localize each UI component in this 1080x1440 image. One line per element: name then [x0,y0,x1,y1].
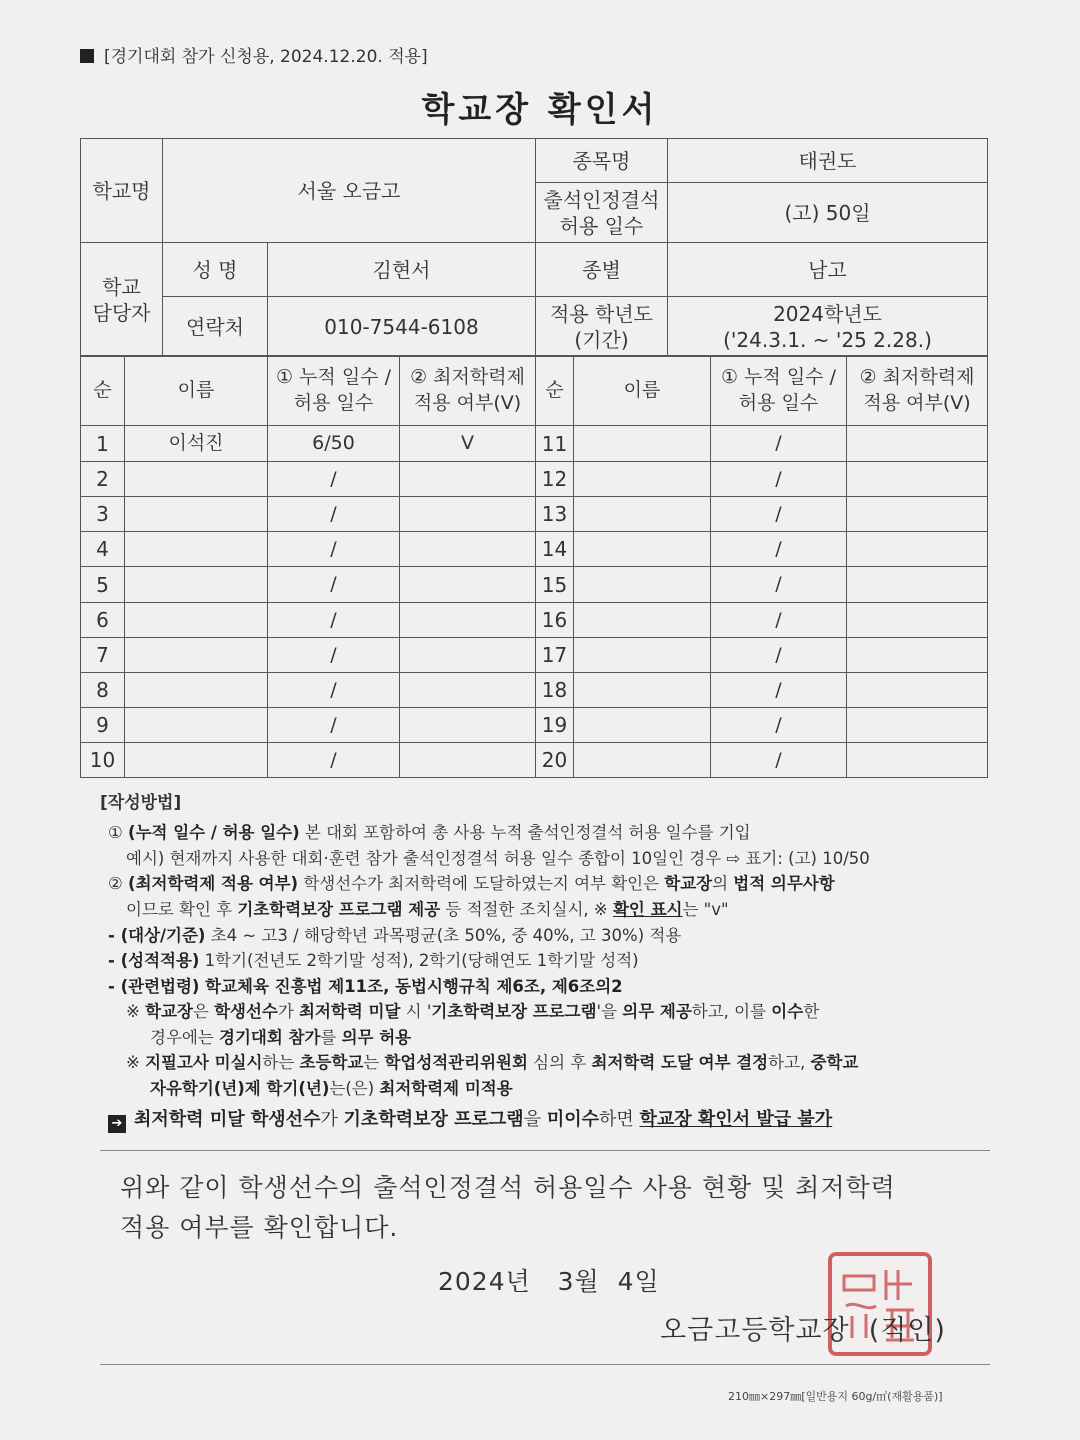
school-info-table [80,138,988,357]
principal-signature: 오금고등학교장 (직인) [660,1315,946,1346]
minimum-check [847,532,988,567]
absence-label-line2: 허용 일수 [559,213,644,238]
instructions-heading: [작성방법] [100,793,182,813]
manager-label [81,243,163,357]
manager-label-line2: 담당자 [92,300,151,325]
school-year-value-line2: ('24.3.1. ~ '25 2.28.) [723,327,932,352]
l8-c: 은 [192,1002,215,1022]
instruction-line-11 [100,1076,995,1102]
col-minimum-right-line1: ② 최저학력제 [859,365,975,388]
row-number: 1 [81,426,125,462]
minimum-check [400,462,536,497]
cumulative-days: / [268,743,400,778]
table-row [81,462,988,497]
table-row [81,638,988,673]
gender-label: 종별 [536,243,668,297]
instruction-line-5-bold: - (대상/기준) [108,925,206,945]
minimum-check [847,743,988,778]
cumulative-days: / [268,567,400,603]
final-d: 을 [523,1108,547,1130]
minimum-check [400,638,536,673]
instruction-line-4-text-c: 등 적절한 조치실시, ※ [440,900,613,920]
minimum-check [400,532,536,567]
minimum-check [847,673,988,708]
minimum-check [847,603,988,638]
instruction-line-7 [100,974,995,1000]
col-minimum-right [847,356,988,426]
student-name [125,497,268,532]
cumulative-days: / [711,743,847,778]
cumulative-days: / [268,497,400,532]
manager-name-label: 성 명 [163,243,268,297]
minimum-check: V [400,426,536,462]
col-days-right [711,356,847,426]
absence-allowance-value: (고) 50일 [668,183,988,243]
student-name [125,743,268,778]
cumulative-days: / [711,462,847,497]
row-number: 20 [536,743,574,778]
table-row [81,497,988,532]
minimum-check [400,567,536,603]
minimum-check [847,497,988,532]
cumulative-days: / [268,532,400,567]
instruction-line-6 [100,948,995,974]
instruction-line-3 [100,871,995,897]
l9-a: 경우에는 [150,1027,220,1047]
row-number: 5 [81,567,125,603]
minimum-check [400,497,536,532]
col-no-right: 순 [536,356,574,426]
l10-b: 지필고사 미실시 [145,1053,263,1073]
minimum-check [847,426,988,462]
row-number: 13 [536,497,574,532]
minimum-check [847,462,988,497]
minimum-check [847,638,988,673]
final-b: 가 [320,1108,344,1130]
instruction-line-4 [100,897,995,923]
l8-l: 이수 [771,1002,804,1022]
instruction-line-5-text: 초4 ~ 고3 / 해당학년 과목평균(초 50%, 중 40%, 고 30%) 적용 [205,925,682,945]
l9-b: 경기대회 참가 [219,1027,321,1047]
row-number: 8 [81,673,125,708]
instruction-line-4-text-e: 는 "v" [682,900,729,920]
cumulative-days: / [268,638,400,673]
confirmation-statement [120,1168,1000,1248]
l8-b: 학교장 [145,1002,193,1022]
cumulative-days: / [711,567,847,603]
school-year-value-line1: 2024학년도 [773,301,882,326]
table-row [81,743,988,778]
student-name [574,567,711,603]
student-name [125,638,268,673]
row-number: 14 [536,532,574,567]
student-name [574,638,711,673]
l11-b: 는(은) [329,1078,380,1098]
instruction-line-7-bold: - (관련법령) 학교체육 진흥법 제11조, 동법시행규칙 제6조, 제6조의2 [108,976,623,996]
instruction-line-1 [100,820,995,846]
circled-two-mark: ② [108,874,123,894]
l10-d: 초등학교 [299,1053,364,1073]
student-name [574,426,711,462]
instruction-line-5 [100,923,995,949]
school-year-value [668,297,988,357]
instruction-line-1-text: 본 대회 포함하여 총 사용 누적 출석인정결석 허용 일수를 기입 [299,823,751,843]
instruction-line-3-bold: (최저학력제 적용 여부) [128,874,299,894]
student-list-table [80,355,988,778]
gender-value: 남고 [668,243,988,297]
cumulative-days: / [711,603,847,638]
instruction-line-3-text-a: 학생선수가 최저학력에 도달하였는지 여부 확인은 [298,874,665,894]
contact-value: 010-7544-6108 [268,297,536,357]
table-row [81,603,988,638]
row-number: 18 [536,673,574,708]
l10-g: 심의 후 [527,1053,592,1073]
row-number: 12 [536,462,574,497]
table-row [81,708,988,743]
cumulative-days: / [711,708,847,743]
cumulative-days: / [268,462,400,497]
student-name [574,673,711,708]
student-name [574,462,711,497]
cumulative-days: / [711,673,847,708]
l8-d: 학생선수 [214,1002,278,1022]
minimum-check [847,708,988,743]
confirmation-line-2: 적용 여부를 확인합니다. [120,1213,399,1242]
minimum-check [400,708,536,743]
instruction-line-4-text-a: 이므로 확인 후 [126,900,238,920]
circled-one-mark: ① [108,823,123,843]
l10-i: 하고, [768,1053,811,1073]
absence-label-line1: 출석인정결석 [543,187,660,212]
cumulative-days: / [711,426,847,462]
minimum-check [400,603,536,638]
table-row [81,567,988,603]
row-number: 3 [81,497,125,532]
row-number: 9 [81,708,125,743]
row-number: 2 [81,462,125,497]
student-name [574,743,711,778]
minimum-check [847,567,988,603]
row-number: 16 [536,603,574,638]
l8-m: 한 [803,1002,820,1022]
col-minimum-left [400,356,536,426]
final-c: 기초학력보장 프로그램 [343,1108,524,1130]
table-row [81,532,988,567]
minimum-check [400,673,536,708]
minimum-check [400,743,536,778]
header-note-text: [경기대회 참가 신청용, 2024.12.20. 적용] [104,47,428,67]
table-row [81,426,988,462]
l10-c: 하는 [262,1053,300,1073]
l11-a: 자유학기(년)제 학기(년) [150,1078,330,1098]
l11-c: 최저학력제 미적용 [379,1078,513,1098]
instruction-line-6-text: 1학기(전년도 2학기말 성적), 2학기(당해연도 1학기말 성적) [199,951,639,971]
manager-label-line1: 학교 [102,274,141,299]
student-name: 이석진 [125,426,268,462]
square-bullet-icon [80,49,94,63]
l8-j: 의무 제공 [622,1002,692,1022]
student-name [574,603,711,638]
l10-f: 학업성적관리위원회 [384,1053,528,1073]
row-number: 4 [81,532,125,567]
issue-date: 2024년 3월 4일 [438,1267,660,1296]
l10-h: 최저학력 도달 여부 결정 [591,1053,769,1073]
col-minimum-right-line2: 적용 여부(V) [863,391,971,414]
final-f: 하면 [599,1108,640,1130]
l8-h: 기초학력보장 프로그램 [431,1002,597,1022]
row-number: 7 [81,638,125,673]
student-name [125,673,268,708]
l8-k: 하고, 이를 [691,1002,772,1022]
l9-c: 를 [320,1027,342,1047]
instruction-line-8 [100,999,995,1025]
school-year-label-line1: 적용 학년도 [550,301,653,326]
l8-g: 시 ' [400,1002,432,1022]
header-note [80,42,428,67]
row-number: 15 [536,567,574,603]
instruction-line-10 [100,1050,995,1076]
divider-top [100,1150,990,1151]
instruction-line-1-bold: (누적 일수 / 허용 일수) [128,823,300,843]
school-name-label: 학교명 [81,139,163,243]
cumulative-days: / [268,708,400,743]
col-name-left: 이름 [125,356,268,426]
student-name [574,532,711,567]
instruction-line-2: 예시) 현재까지 사용한 대회·훈련 참가 출석인정결석 허용 일수 종합이 10일인 경우 ⇨ 표기: (고) 10/50 [126,848,870,868]
school-name-value: 서울 오금고 [163,139,536,243]
instruction-line-4-bold-b: 기초학력보장 프로그램 제공 [237,900,441,920]
row-number: 6 [81,603,125,638]
student-name [574,497,711,532]
cumulative-days: / [711,497,847,532]
instruction-line-4-bold-d: 확인 표시 [612,900,683,920]
l9-d: 의무 허용 [341,1027,412,1047]
document-title: 학교장 확인서 [421,90,659,130]
student-name [125,567,268,603]
final-g: 학교장 확인서 발급 불가 [639,1108,833,1130]
col-minimum-left-line1: ② 최저학력제 [410,365,525,388]
col-days-left-line1: ① 누적 일수 / [276,365,391,388]
manager-name-value: 김현서 [268,243,536,297]
final-a: 최저학력 미달 학생선수 [134,1108,321,1130]
cumulative-days: / [268,673,400,708]
instruction-line-9 [100,1025,995,1051]
confirmation-line-1: 위와 같이 학생선수의 출석인정결석 허용일수 사용 현황 및 최저학력 [120,1173,896,1202]
col-no-left: 순 [81,356,125,426]
l8-a: ※ [126,1002,146,1022]
l10-j: 중학교 [810,1053,859,1073]
sport-value: 태권도 [668,139,988,183]
col-days-right-line1: ① 누적 일수 / [721,365,836,388]
instructions-section [100,790,995,1133]
cumulative-days: / [711,638,847,673]
school-year-label [536,297,668,357]
instruction-line-3-bold-b: 학교장 [664,874,713,894]
final-e: 미이수 [546,1108,599,1130]
cumulative-days: 6/50 [268,426,400,462]
table-row [81,673,988,708]
contact-label: 연락처 [163,297,268,357]
student-name [125,603,268,638]
col-days-left-line2: 허용 일수 [293,391,374,414]
absence-allowance-label [536,183,668,243]
student-name [125,708,268,743]
instruction-line-6-bold: - (성적적용) [108,951,200,971]
final-warning-line [100,1106,995,1134]
l10-e: 는 [363,1053,385,1073]
student-name [125,532,268,567]
sport-label: 종목명 [536,139,668,183]
row-number: 17 [536,638,574,673]
l8-f: 최저학력 미달 [299,1002,401,1022]
instruction-line-3-bold-d: 법적 의무사항 [733,874,835,894]
student-name [574,708,711,743]
col-days-right-line2: 허용 일수 [738,391,819,414]
col-name-right: 이름 [574,356,711,426]
cumulative-days: / [268,603,400,638]
instruction-line-3-text-c: 의 [712,874,734,894]
row-number: 10 [81,743,125,778]
school-year-label-line2: (기간) [574,327,629,352]
l8-e: 가 [277,1002,300,1022]
l8-i: '을 [596,1002,623,1022]
col-minimum-left-line2: 적용 여부(V) [413,391,522,414]
row-number: 19 [536,708,574,743]
student-name [125,462,268,497]
student-list-body [81,426,988,778]
arrow-box-icon: ➔ [108,1115,126,1133]
divider-bottom [100,1364,990,1365]
cumulative-days: / [711,532,847,567]
paper-spec: 210㎜×297㎜[일반용지 60g/㎡(재활용품)] [728,1390,943,1403]
col-days-left [268,356,400,426]
row-number: 11 [536,426,574,462]
l10-a: ※ [126,1053,146,1073]
